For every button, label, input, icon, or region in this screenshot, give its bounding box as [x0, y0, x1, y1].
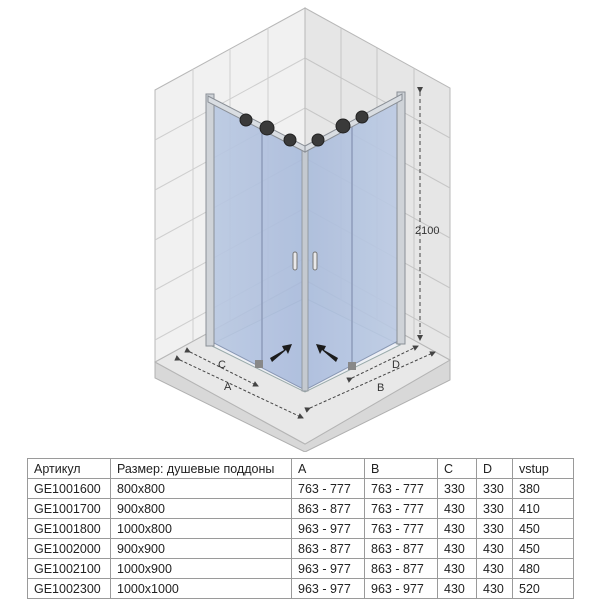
cell-size: 900x800 [111, 499, 292, 519]
cell-c: 430 [438, 559, 477, 579]
header-article: Артикул [28, 459, 111, 479]
table-row [28, 579, 574, 599]
right-wall-profile [397, 92, 405, 344]
header-vstup: vstup [513, 459, 574, 479]
cell-a: 963 - 977 [292, 579, 365, 599]
header-size: Размер: душевые поддоны [111, 459, 292, 479]
dim-label-a: A [224, 381, 232, 393]
cell-b: 763 - 777 [365, 519, 438, 539]
cell-c: 330 [438, 479, 477, 499]
cell-a: 763 - 777 [292, 479, 365, 499]
cell-size: 900x900 [111, 539, 292, 559]
cell-article: GE1001800 [28, 519, 111, 539]
handle-left [293, 252, 297, 270]
cell-b: 763 - 777 [365, 499, 438, 519]
dim-label-b: B [377, 382, 385, 394]
cell-size: 1000x800 [111, 519, 292, 539]
cell-vstup: 380 [513, 479, 574, 499]
specification-table [27, 458, 574, 599]
cell-article: GE1002000 [28, 539, 111, 559]
cell-size: 1000x1000 [111, 579, 292, 599]
cell-d: 330 [477, 519, 513, 539]
left-wall-profile [206, 94, 214, 346]
corner-profile [302, 148, 308, 391]
table-row [28, 539, 574, 559]
cell-a: 863 - 877 [292, 539, 365, 559]
cell-article: GE1001700 [28, 499, 111, 519]
cell-article: GE1002100 [28, 559, 111, 579]
cell-vstup: 450 [513, 539, 574, 559]
table-header-row [28, 459, 574, 479]
cell-b: 963 - 977 [365, 579, 438, 599]
cell-size: 800x800 [111, 479, 292, 499]
cell-d: 430 [477, 579, 513, 599]
cell-c: 430 [438, 519, 477, 539]
table-row [28, 559, 574, 579]
cell-vstup: 520 [513, 579, 574, 599]
cell-article: GE1002300 [28, 579, 111, 599]
dim-label-d: D [392, 359, 400, 371]
cell-a: 863 - 877 [292, 499, 365, 519]
table-row [28, 519, 574, 539]
cell-vstup: 410 [513, 499, 574, 519]
table-row [28, 479, 574, 499]
cell-d: 330 [477, 499, 513, 519]
header-c: C [438, 459, 477, 479]
cell-b: 763 - 777 [365, 479, 438, 499]
cell-c: 430 [438, 499, 477, 519]
cell-b: 863 - 877 [365, 559, 438, 579]
cell-article: GE1001600 [28, 479, 111, 499]
cell-vstup: 480 [513, 559, 574, 579]
height-label: 2100 [415, 225, 440, 237]
cell-c: 430 [438, 539, 477, 559]
dim-label-c: C [218, 359, 226, 371]
cell-b: 863 - 877 [365, 539, 438, 559]
cell-a: 963 - 977 [292, 559, 365, 579]
cell-c: 430 [438, 579, 477, 599]
cell-a: 963 - 977 [292, 519, 365, 539]
bottom-guide-right [348, 362, 356, 370]
handle-right [313, 252, 317, 270]
table-row [28, 499, 574, 519]
header-b: B [365, 459, 438, 479]
cell-d: 330 [477, 479, 513, 499]
cell-vstup: 450 [513, 519, 574, 539]
bottom-guide-left [255, 360, 263, 368]
header-d: D [477, 459, 513, 479]
header-a: A [292, 459, 365, 479]
cell-d: 430 [477, 559, 513, 579]
cell-d: 430 [477, 539, 513, 559]
cell-size: 1000x900 [111, 559, 292, 579]
